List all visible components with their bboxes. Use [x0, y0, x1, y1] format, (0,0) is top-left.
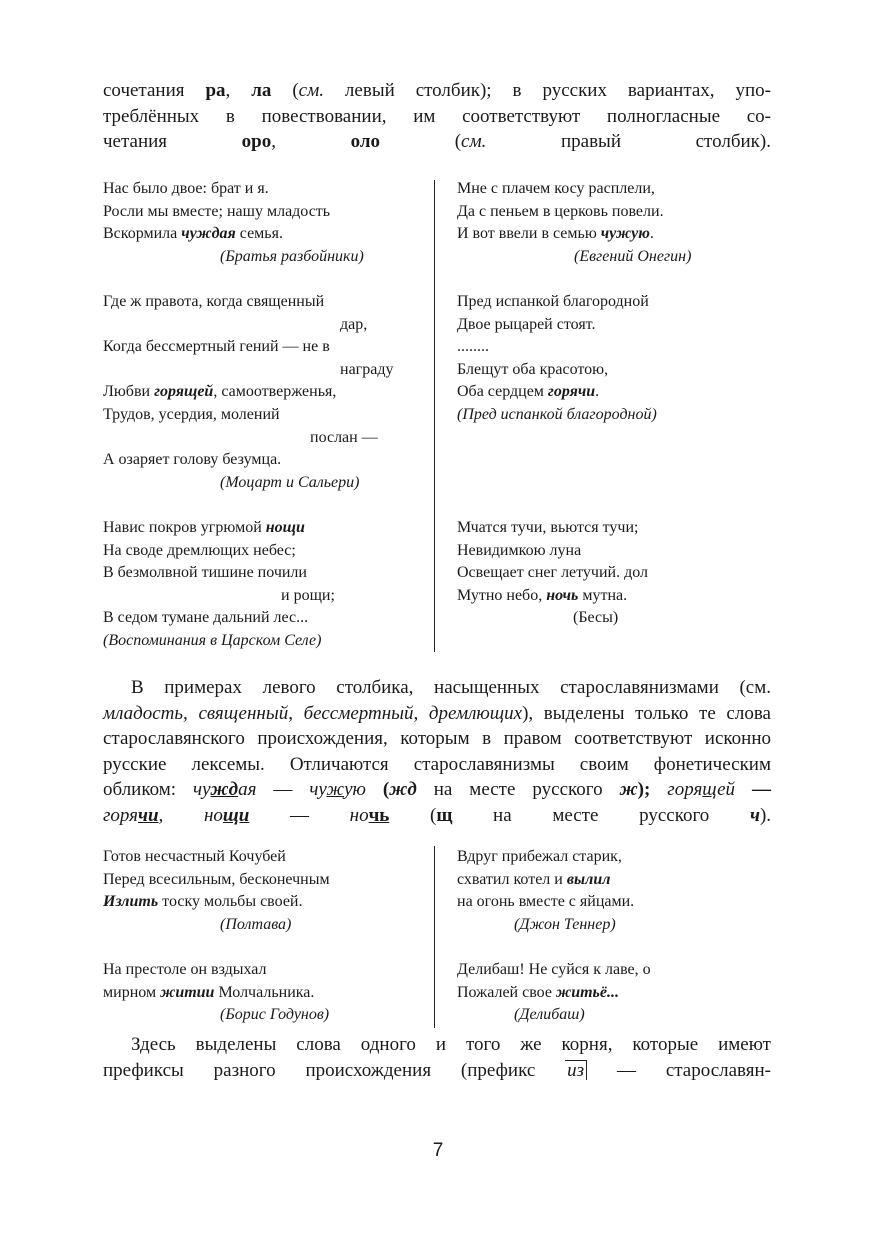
source-title: (Моцарт и Сальери) — [220, 473, 360, 491]
verse-line: Когда бессмертный гений — не в — [103, 338, 330, 356]
verse-line: на огонь вместе с яйцами. — [457, 893, 635, 911]
column-divider-top — [434, 180, 435, 652]
block4-left — [103, 846, 403, 936]
verse-line: Вдруг прибежал старик, — [457, 848, 622, 865]
verse-line: Пред испанкой благородной — [457, 293, 649, 310]
paragraph-line: Здесь выделены слова одного и того же корня, которые имеют — [131, 1034, 771, 1055]
source-title: (Братья разбойники) — [220, 247, 364, 265]
paragraph-line: В примерах левого столбика, насыщенных старославянизмами (см. — [131, 677, 771, 698]
verse-line: Излить тоску мольбы своей. — [103, 893, 303, 911]
source-title: (Воспоминания в Царском Селе) — [103, 631, 322, 649]
verse-line: Оба сердцем горячи. — [457, 383, 600, 401]
verse-line: Невидимкою луна — [457, 541, 582, 559]
verse-line: награду — [340, 360, 394, 378]
paragraph-line: горячи, нощи — ночь (щ на месте русского ч). — [103, 804, 772, 826]
verse-line: Да с пеньем в церковь повели. — [457, 202, 664, 220]
source-title: (Полтава) — [220, 915, 292, 933]
verse-line: Освещает снег летучий. дол — [457, 564, 649, 582]
verse-line: дар, — [340, 315, 368, 333]
analysis-paragraph — [103, 675, 771, 828]
intro-paragraph — [103, 78, 771, 155]
paragraph-line: младость, священный, бессмертный, дремлющих), выделены только те слова — [103, 702, 771, 724]
block5-right — [457, 959, 757, 1027]
source-title: (Евгений Онегин) — [574, 247, 692, 265]
column-divider-bottom — [434, 846, 435, 1028]
intro-line-1: сочетания ра, ла (см. левый столбик); в русских вариантах, упо- — [103, 80, 772, 101]
verse-line: Навис покров угрюмой нощи — [103, 519, 305, 536]
block1-left — [103, 178, 403, 268]
verse-line: мирном житии Молчальника. — [103, 983, 315, 1001]
paragraph-line: старославянского происхождения, которым в правом соответствуют исконно — [103, 728, 771, 749]
verse-line: Делибаш! Не суйся к лаве, о — [457, 961, 651, 978]
verse-line: Любви горящей, самоотверженья, — [103, 383, 337, 401]
intro-line-3: четания оро, оло (см. правый столбик). — [103, 131, 771, 152]
block1-right — [457, 178, 757, 268]
verse-line: Блещут оба красотою, — [457, 360, 609, 378]
verse-line: Нас было двое: брат и я. — [103, 180, 269, 197]
block4-right — [457, 846, 757, 936]
verse-line: Где ж правота, когда священный — [103, 293, 325, 310]
intro-line-2: треблённых в повествовании, им соответствуют полногласные со- — [103, 105, 771, 127]
verse-line: И вот ввели в семью чужую. — [457, 225, 654, 243]
prefix-paragraph — [103, 1032, 771, 1083]
prefix-marker: из — [565, 1060, 587, 1080]
verse-line: Мчатся тучи, вьются тучи; — [457, 519, 639, 536]
source-title: (Борис Годунов) — [220, 1006, 330, 1024]
verse-line: схватил котел и вылил — [457, 870, 611, 888]
source-title: (Делибаш) — [514, 1006, 585, 1024]
verse-line: Трудов, усердия, молений — [103, 405, 280, 423]
paragraph-line: русские лексемы. Отличаются старославянизмы своим фонетическим — [103, 753, 771, 775]
verse-line: В безмолвной тишине почили — [103, 564, 307, 582]
source-title: (Джон Теннер) — [514, 915, 616, 933]
verse-line: Росли мы вместе; нашу младость — [103, 202, 331, 220]
paragraph-line: обликом: чуждая — чужую (жд на месте русского ж); горящей — — [103, 779, 772, 800]
source-title: (Пред испанкой благородной) — [457, 405, 657, 423]
block2-left — [103, 291, 403, 494]
verse-line: Двое рыцарей стоят. — [457, 315, 596, 333]
verse-line: Мне с плачем косу расплели, — [457, 180, 655, 197]
verse-line: и рощи; — [281, 586, 335, 604]
block3-left — [103, 517, 403, 653]
verse-line: ........ — [457, 338, 489, 356]
verse-line: Готов несчастный Кочубей — [103, 848, 286, 865]
block2-right — [457, 291, 757, 427]
verse-line: Вскормила чуждая семья. — [103, 225, 283, 243]
verse-line: В седом тумане дальний лес... — [103, 609, 309, 627]
verse-line: На престоле он вздыхал — [103, 961, 267, 978]
verse-line: послан — — [310, 428, 378, 446]
verse-line: Мутно небо, ночь мутна. — [457, 586, 628, 604]
block3-right — [457, 517, 757, 630]
block5-left — [103, 959, 403, 1027]
page-number: 7 — [432, 1140, 444, 1161]
paragraph-line: префиксы разного происхождения (префикс из — старославян- — [103, 1059, 772, 1081]
source-title: (Бесы) — [573, 609, 619, 627]
verse-line: Перед всесильным, бесконечным — [103, 870, 330, 888]
verse-line: Пожалей свое житьё... — [457, 983, 619, 1001]
verse-line: На своде дремлющих небес; — [103, 541, 296, 559]
verse-line: А озаряет голову безумца. — [103, 451, 282, 469]
